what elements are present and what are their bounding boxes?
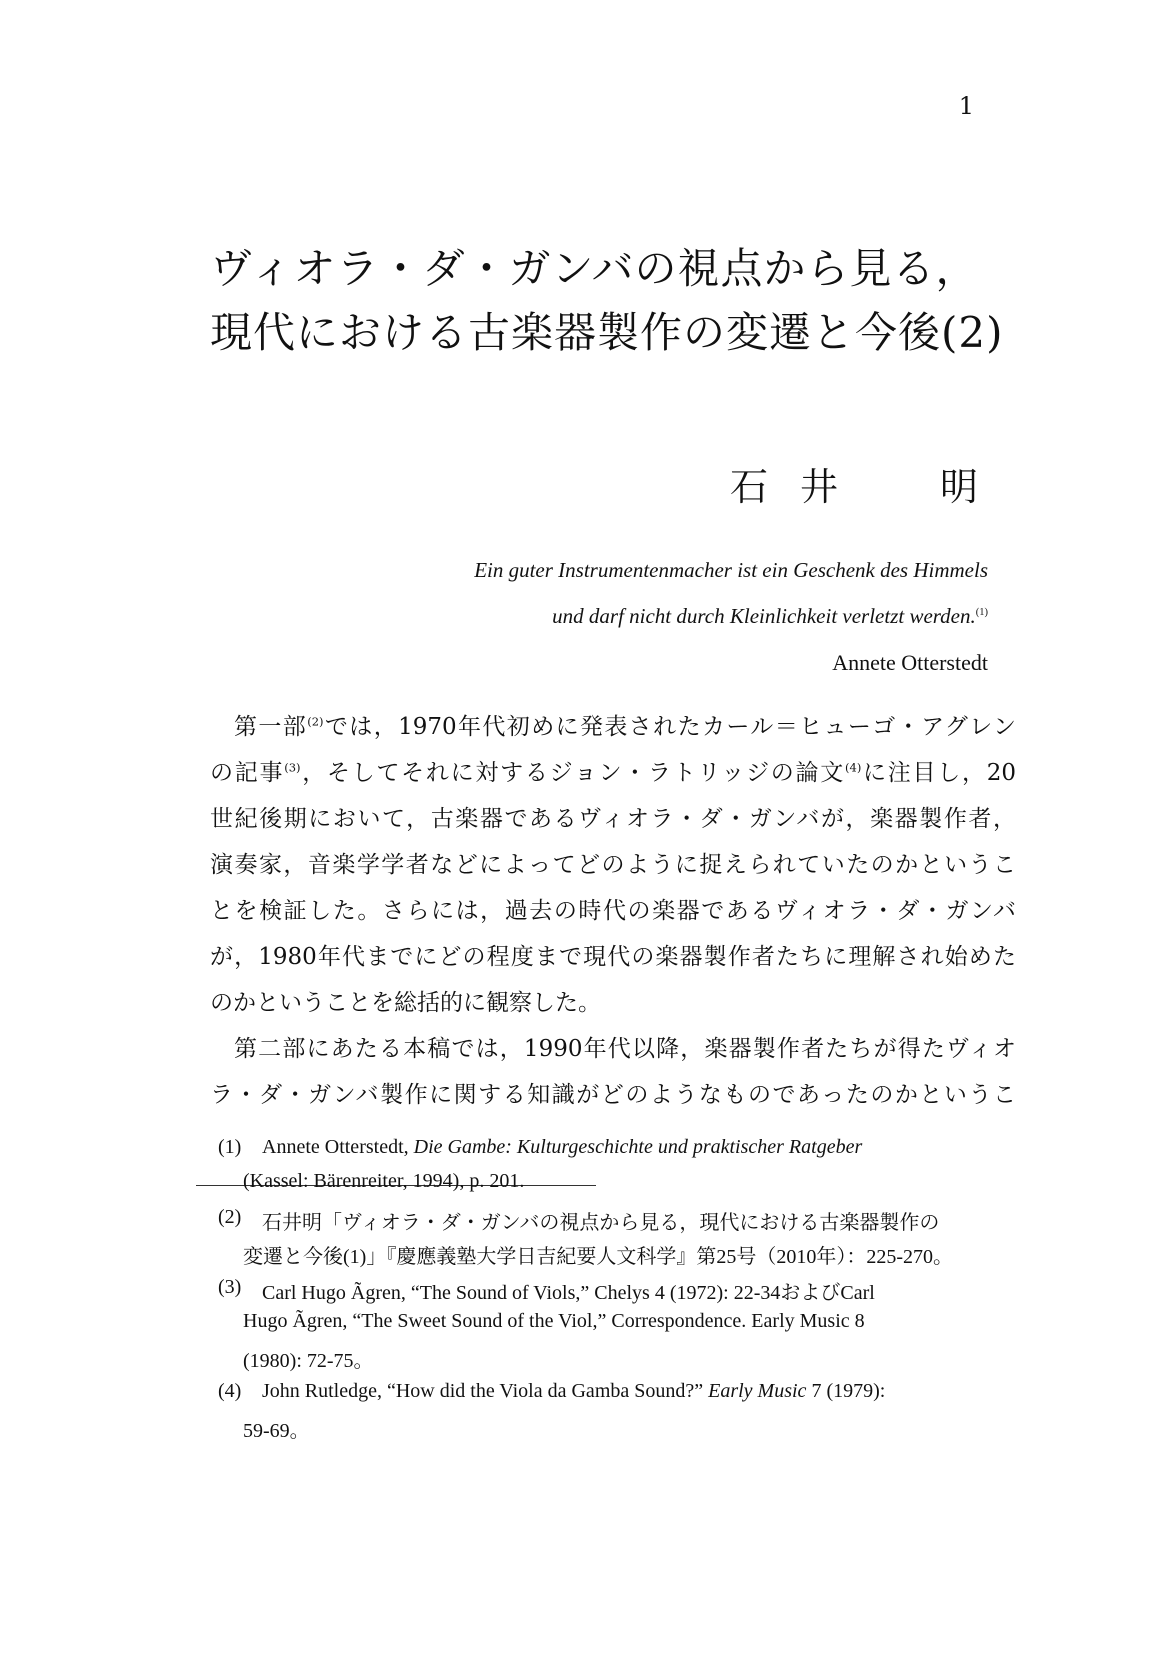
- author-given-name: 明: [939, 465, 978, 509]
- fn4-author: John Rutledge, “How did the Viola da Gamba Sound?”: [262, 1380, 709, 1402]
- footnote-4-line-1: [262, 1380, 885, 1403]
- note-ref-3: (3): [284, 760, 301, 775]
- title-line-1: ヴィオラ・ダ・ガンバの視点から見る，: [210, 244, 979, 293]
- footnote-2-line-2: 変遷と今後(1)」『慶應義塾大学日吉紀要人文科学』第25号（2010年）：225-270。: [243, 1246, 953, 1268]
- body-p1-line-3: 世紀後期において，古楽器であるヴィオラ・ダ・ガンバが，楽器製作者，: [210, 806, 1016, 832]
- footnote-2-number: (2): [218, 1206, 242, 1228]
- title-line-2: 現代における古楽器製作の変遷と今後(2): [210, 308, 1004, 357]
- footnote-3-line-3: (1980): 72-75。: [243, 1350, 374, 1372]
- fn1-title: Die Gambe: Kulturgeschichte und praktischer Ratgeber: [413, 1136, 863, 1158]
- body-p1-line-4: 演奏家，音楽学学者などによってどのように捉えられていたのかというこ: [210, 852, 1016, 878]
- p1-l2c: に注目し，20: [861, 760, 1016, 786]
- author-family-char-2: 井: [799, 465, 838, 509]
- footnote-1-line-2: (Kassel: Bärenreiter, 1994), p. 201.: [243, 1170, 525, 1192]
- footnote-4-line-2: 59-69。: [243, 1420, 310, 1442]
- epigraph-line-1: Ein guter Instrumentenmacher ist ein Geschenk des Himmels: [474, 558, 988, 582]
- footnote-4-number: (4): [218, 1380, 242, 1402]
- fn1-author: Annete Otterstedt,: [262, 1136, 414, 1158]
- body-p1-line-6: が，1980年代までにどの程度まで現代の楽器製作者たちに理解され始めた: [210, 944, 1016, 970]
- p1-l1b: では，1970年代初めに発表されたカール＝ヒューゴ・アグレン: [323, 714, 1017, 740]
- footnote-3-line-1: Carl Hugo Ãgren, “The Sound of Viols,” Chelys 4 (1972): 22-34およびCarl: [262, 1282, 875, 1304]
- note-ref-2: (2): [307, 714, 324, 729]
- p1-l2a: の記事: [210, 760, 285, 786]
- body-p1-line-7: のかということを総括的に観察した。: [210, 990, 601, 1016]
- footnote-2-line-1: 石井明「ヴィオラ・ダ・ガンバの視点から見る，現代における古楽器製作の: [262, 1212, 940, 1234]
- p1-l1a: 第一部: [234, 714, 308, 740]
- body-p1-line-5: とを検証した。さらには，過去の時代の楽器であるヴィオラ・ダ・ガンバ: [210, 898, 1016, 924]
- footnote-1-number: (1): [218, 1136, 242, 1158]
- footnote-3-line-2: Hugo Ãgren, “The Sweet Sound of the Viol,” Correspondence. Early Music 8: [243, 1310, 865, 1332]
- p1-l2b: ，そしてそれに対するジョン・ラトリッジの論文: [300, 760, 846, 786]
- author-family-char-1: 石: [729, 465, 768, 509]
- note-ref-4: (4): [845, 760, 862, 775]
- footnote-3-number: (3): [218, 1276, 242, 1298]
- epigraph-line-2: [552, 604, 988, 629]
- epigraph-note-ref: (1): [975, 607, 988, 618]
- fn4-journal: Early Music: [708, 1380, 807, 1402]
- body-p1-line-2: [210, 754, 1016, 787]
- footnote-1-line-1: [262, 1136, 862, 1159]
- body-p2-line-1: 第二部にあたる本稿では，1990年代以降，楽器製作者たちが得たヴィオ: [234, 1036, 1016, 1062]
- author-name: [730, 456, 978, 511]
- epigraph-line-2-text: und darf nicht durch Kleinlichkeit verletzt werden.: [552, 604, 976, 628]
- page-number: 1: [958, 92, 974, 120]
- body-p2-line-2: ラ・ダ・ガンバ製作に関する知識がどのようなものであったのかというこ: [210, 1082, 1016, 1108]
- epigraph-attribution: Annete Otterstedt: [832, 650, 988, 675]
- fn4-volume: 7 (1979):: [806, 1380, 886, 1402]
- body-p1-line-1: [234, 708, 1016, 741]
